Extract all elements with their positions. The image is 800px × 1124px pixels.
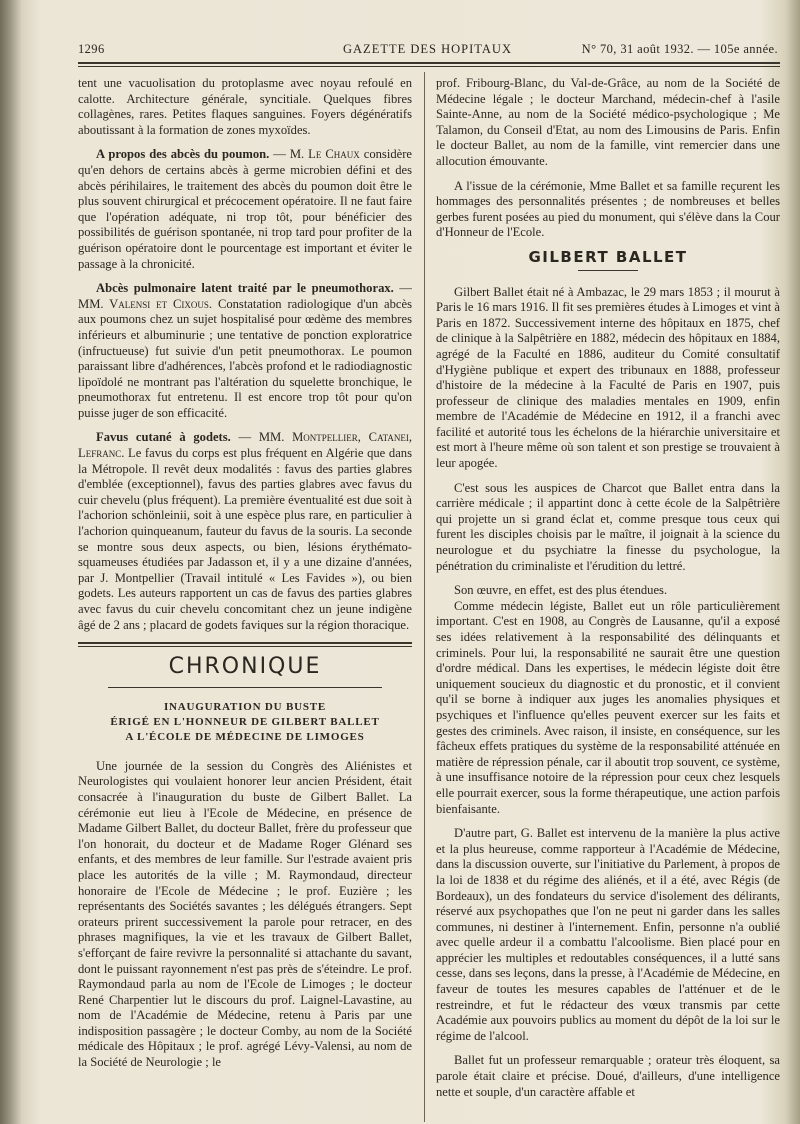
- section-rule-thin: [78, 646, 412, 647]
- article-heading: [78, 700, 412, 745]
- header-rule-thin: [78, 66, 780, 67]
- paragraph: Comme médecin légiste, Ballet eut un rôle particulièrement important. C'est en 1908, au Congrès de Lausanne, qu'il a exposé ses idées relativement à la responsabilité des délinquants et criminels. Pour lui, la responsabilité ne saurait être une question d'ordre médical. Dans les expertises, le médecin légiste doit être uniquement soucieux du diagnostic et du pronostic, et il convient qu'il se borne à indiquer aux juges les anomalies physiques et psychiques et l'influence qu'elles peuvent exercer sur les faits et gestes des criminels. Avec raison, il insiste, en conséquence, sur les fâcheux effets pratiques du système de la responsabilité atténuée en matière de répression pénale, car il aboutit trop souvent, ce système, à une insuffisance notoire de la répression pour ceux chez lesquels elle pourrait exercer, sous la forme thérapeutique, une action parfois bienfaisante.: [436, 598, 780, 816]
- communication-title: A propos des abcès du poumon.: [96, 147, 270, 162]
- article-heading-line: ÉRIGÉ EN L'HONNEUR DE GILBERT BALLET: [110, 715, 380, 728]
- communication-body: Constatation radiologique d'un abcès aux poumons chez un sujet hospitalisé pour œdème des membres inférieurs et albuminurie ; une tentative de ponction exploratrice (infructueuse) fut suivie d'un petit pneumothorax. Le poumon paraissant libre d'adhérences, l'abcès profond et le radiodiagnostic lipoïdolé ne montrant pas l'altération du squelette bronchique, le pneumothorax fut entretenu. Il est encore trop tôt pour qu'on puisse juger de son efficacité.: [78, 296, 412, 420]
- column-separator: [424, 72, 425, 1122]
- section-title: GILBERT BALLET: [528, 247, 688, 266]
- communication-author: — MM. Valensi et Cixous.: [78, 281, 412, 311]
- section-rule: [78, 642, 412, 644]
- page-header: [78, 38, 778, 62]
- paragraph: tent une vacuolisation du protoplasme avec noyau refoulé en calotte. Architecture générale, syncitiale. Quelques fibres collagènes, rares. Petites flaques sanguines. Foyers dégénératifs aboutissant à la formation de zones myxoïdes.: [78, 76, 412, 137]
- page-number: 1296: [78, 42, 105, 56]
- communication-author: — MM. Montpellier, Catanei, Lefranc.: [78, 430, 412, 461]
- article-heading-line: A L'ÉCOLE DE MÉDECINE DE LIMOGES: [125, 730, 365, 743]
- right-column: [436, 76, 780, 1124]
- communication-abces-poumon: [78, 147, 412, 272]
- communication-favus: [78, 430, 412, 633]
- paragraph: Une journée de la session du Congrès des Aliénistes et Neurologistes qui voulaient honorer leur ancien Président, était consacrée à l'inauguration du buste de Gilbert Ballet. La cérémonie eut lieu à l'Ecole de Médecine, en présence de Madame Gilbert Ballet, du docteur Ballet, frère du professeur que l'on honorait, du docteur et de Madame Roger Glénard ses enfants, et des membres de leur famille. Sur l'estrade avaient pris place les autorités de la ville ; M. Raymondaud, directeur honoraire de l'Ecole de Médecine ; le prof. Euzière ; les représentants des Sociétés savantes ; les délégués étrangers. Sept orateurs prirent successivement la parole pour retracer, en des phrases magnifiques, la vie et les travaux de Gilbert Ballet, s'efforçant de faire revivre la personnalité si attachante du savant, dont le puissant rayonnement n'est pas près de s'éteindre. Le prof. Raymondaud parla au nom de l'Ecole de Limoges ; le docteur René Charpentier lut le discours du prof. Laignel-Lavastine, au nom de l'Académie de Médecine, retenu à Paris par une indisposition passagère ; le docteur Comby, au nom de la Société médicale des Hôpitaux ; le prof. agrégé Lévy-Valensi, au nom de la Société de Neurologie ; le: [78, 758, 412, 1070]
- paragraph: Gilbert Ballet était né à Ambazac, le 29 mars 1853 ; il mourut à Paris le 16 mars 1916. Il fit ses premières études à Limoges et vint à Paris en 1872. Successivement interne des hôpitaux en 1875, chef de clinique à la Salpêtrière en 1882, médecin des hôpitaux en 1884, agrégé de la Faculté en 1886, auditeur du Comité consultatif d'Hygiène publique et expert des tribunaux en 1888, professeur d'histoire de la médecine à la Faculté de Paris en 1907, puis professeur de clinique des maladies mentales en 1909, enfin membre de l'Académie de Médecine en 1912, il a franchi avec facilité et autorité tous les échelons de la hiérarchie universitaire et est mort à l'heure même où son talent et son prestige se trouvaient à leur apogée.: [436, 284, 780, 471]
- paragraph: C'est sous les auspices de Charcot que Ballet entra dans la carrière médicale ; il appartint donc à cette école de la Salpêtrière qui projette un si grand éclat et, comme presque tous ceux qui furent les disciples choisis par le maître, il joignait à la science du neurologue et du psychiatre la finesse du psychologue, la pénétration du criminaliste et l'érudition du lettré.: [436, 480, 780, 573]
- chronique-rule: [108, 687, 382, 688]
- communication-title: Favus cutané à godets.: [96, 430, 231, 445]
- communication-pneumothorax: [78, 281, 412, 421]
- paragraph: Ballet fut un professeur remarquable ; orateur très éloquent, sa parole était claire et précise. Doué, d'ailleurs, d'une intelligence nette et souple, d'un caractère affable et: [436, 1053, 780, 1099]
- paragraph: Son œuvre, en effet, est des plus étendues.: [454, 583, 668, 598]
- article-heading-line: INAUGURATION DU BUSTE: [163, 700, 327, 713]
- journal-title: GAZETTE DES HOPITAUX: [343, 42, 512, 56]
- communication-body: considère qu'en dehors de certains abcès à germe microbien défini et des abcès périhilaires, le traitement des abcès du poumon doit être le plus souvent chirurgical et précocement opératoire. Il ne faut faire que l'opération adéquate, ni trop tôt, pour bénéficier des possibilités de guérison spontanée, ni trop tard pour profiter de la guérison opératoire dont le pourcentage est important et éviter le passage à la chronicité.: [78, 147, 412, 271]
- section-title-rule: [578, 270, 638, 271]
- communication-body: Le favus du corps est plus fréquent en Algérie que dans la Métropole. Il revêt deux modalités : favus des parties glabres d'emblée (exceptionnel), favus des parties glabres avec favus du cuir chevelu (plus fréquent). La première éventualité est due soit à l'achorion schönleinii, soit à une espèce plus rare, en particulier à l'achorion quinqueanum, fauteur du favus de la souris. La seconde se montre sous deux aspects, ou bien, lésions érythémato-squameuses étudiées par Jadasson et, il y a une dizaine d'années, par J. Montpellier (Travail intitulé « Les Favides »), ou bien godets. Les auteurs rapportent un cas de favus des parties glabres avec favus du cuir chevelu concomitant chez un jeune indigène âgé de 2 ans ; placard de godets faviques sur la région thoracique.: [78, 446, 412, 632]
- paragraph: prof. Fribourg-Blanc, du Val-de-Grâce, au nom de la Société de Médecine légale ; le docteur Marchand, médecin-chef à l'asile Sainte-Anne, au nom de la Société médico-psychologique ; Me Talamon, du Conseil d'Etat, au nom des Limousins de Paris. Enfin le docteur Ballet, au nom de la famille, vint remercier dans une allocution émouvante.: [436, 76, 780, 168]
- left-column: [78, 76, 412, 1124]
- header-rule: [78, 62, 780, 64]
- communication-author: — M. Le Chaux: [273, 147, 360, 162]
- communication-title: Abcès pulmonaire latent traité par le pneumothorax.: [96, 281, 394, 296]
- paragraph: A l'issue de la cérémonie, Mme Ballet et sa famille reçurent les hommages des personnalités présentes ; de nombreuses et belles gerbes furent posées au pied du monument, qui s'élève dans la Cour d'Honneur de l'Ecole.: [436, 178, 780, 240]
- chronique-title: CHRONIQUE: [168, 654, 322, 680]
- paragraph: D'autre part, G. Ballet est intervenu de la manière la plus active et la plus heureuse, comme rapporteur à l'Académie de Médecine, dans la discussion ouverte, sur l'initiative du Parlement, à propos de la loi de 1838 et du régime des aliénés, et il a été, avec Régis (de Bordeaux), un des fondateurs du service d'isolement des délirants, réservé aux psychopathes que l'on ne peut ni garder dans les salles communes, ni destiner à l'internement. Enfin, personne n'a oublié avec quelle ardeur il a combattu l'alcoolisme. Bien placé pour en apprécier les multiples et redoutables conséquences, il a lutté sans cesse, dans ses leçons, dans la presse, à l'Académie de Médecine, en faveur de toutes les mesures capables de l'atténuer et de le restreindre, et fut le rédacteur des vœux transmis par cette Académie aux pouvoirs publics au moment du dépôt de la loi sur le régime de l'alcool.: [436, 826, 780, 1043]
- issue-info: N° 70, 31 août 1932. — 105e année.: [581, 42, 778, 56]
